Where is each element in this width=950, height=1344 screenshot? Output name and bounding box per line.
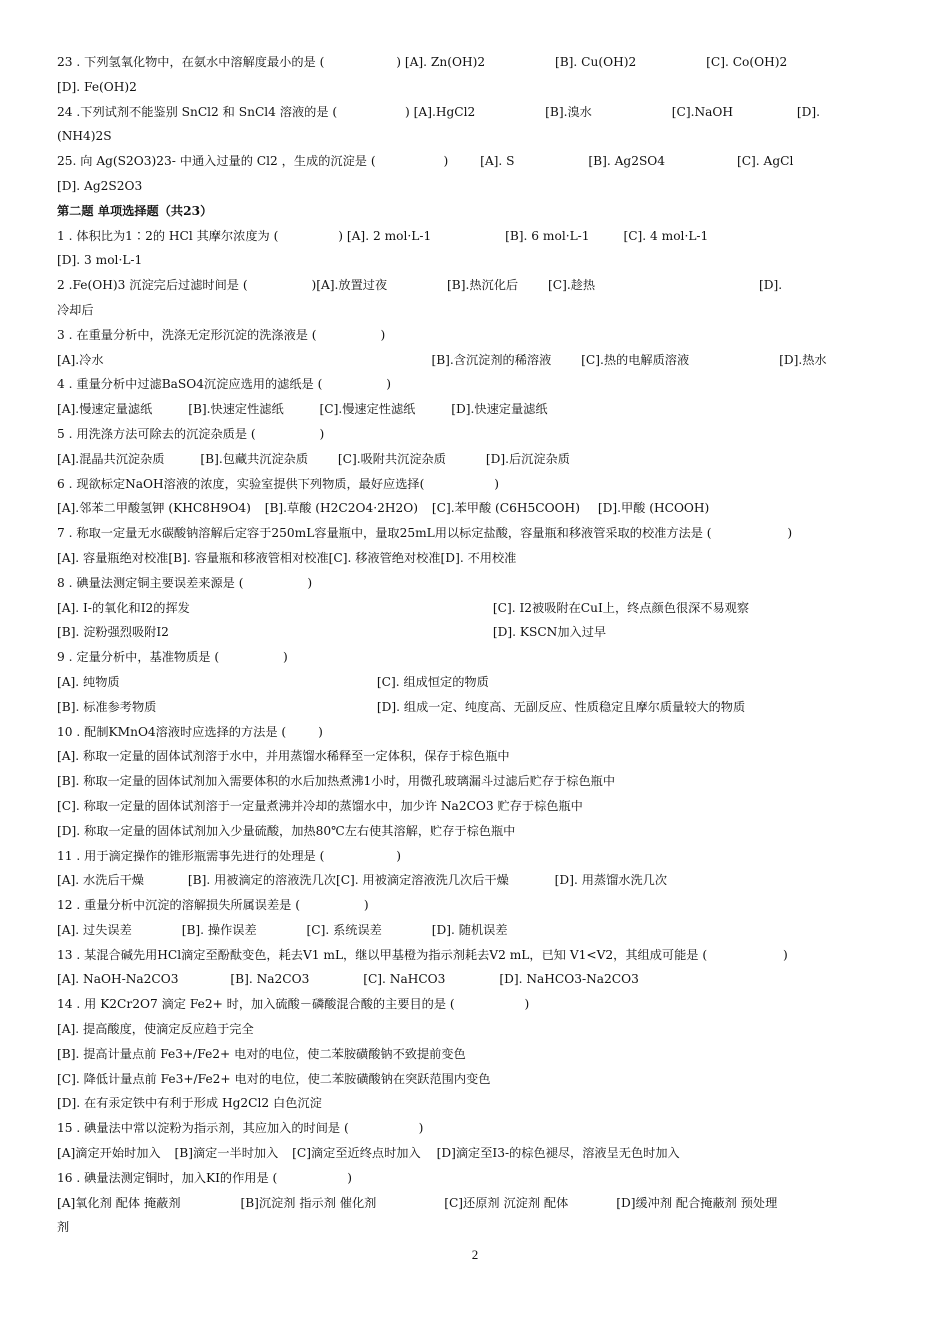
q10-option-b: [B]. 称取一定量的固体试剂加入需要体积的水后加热煮沸1小时，用微孔玻璃漏斗过滤后贮存于棕色瓶中 [57,774,616,789]
q15-options: [A]滴定开始时加入 [B]滴定一半时加入 [C]滴定至近终点时加入 [D]滴定至I3-的棕色褪尽，溶液呈无色时加入 [57,1146,680,1161]
q1-line: 1 . 体积比为1∶2的 HCl 其摩尔浓度为 ( ) [A]. 2 mol·L-1 [B]. 6 mol·L-1 [C]. 4 mol·L-1 [57,228,709,243]
q8-line: 8 . 碘量法测定铜主要误差来源是 ( ) [57,575,313,590]
q3-line: 3 . 在重量分析中，洗涤无定形沉淀的洗涤液是 ( ) [57,327,386,342]
q25-line-d: [D]. Ag2S2O3 [57,178,143,193]
q10-option-c: [C]. 称取一定量的固体试剂溶于一定量煮沸并冷却的蒸馏水中，加少许 Na2CO3 贮存于棕色瓶中 [57,798,583,813]
q16-line: 16 . 碘量法测定铜时，加入KI的作用是 ( ) [57,1170,352,1185]
q7-line: 7 . 称取一定量无水碳酸钠溶解后定容于250mL容量瓶中，量取25mL用以标定盐酸，容量瓶和移液管采取的校准方法是 ( ) [57,526,793,541]
q4-options: [A].慢速定量滤纸 [B].快速定性滤纸 [C].慢速定性滤纸 [D].快速定量滤纸 [57,402,548,417]
q2-line: 2 .Fe(OH)3 沉淀完后过滤时间是 ( )[A].放置过夜 [B].热沉化后 [C].趁热 [D]. [57,278,783,293]
q13-line: 13 . 某混合碱先用HCl滴定至酚酞变色，耗去V1 mL，继以甲基橙为指示剂耗去V2 mL，已知 V1<V2，其组成可能是 ( ) [57,947,788,962]
q14-option-c: [C]. 降低计量点前 Fe3+/Fe2+ 电对的电位，使二苯胺磺酸钠在突跃范围内变色 [57,1071,491,1086]
document-page [57,50,893,1240]
q1-line-d: [D]. 3 mol·L-1 [57,253,143,268]
q14-option-d: [D]. 在有汞定铁中有利于形成 Hg2Cl2 白色沉淀 [57,1096,322,1111]
q9-options-bd: [B]. 标准参考物质 [D]. 组成一定、纯度高、无副反应、性质稳定且摩尔质量较大的物质 [57,699,746,714]
q4-line: 4 . 重量分析中过滤BaSO4沉淀应选用的滤纸是 ( ) [57,377,391,392]
page-number: 2 [471,1247,479,1262]
q10-line: 10 . 配制KMnO4溶液时应选择的方法是 ( ) [57,724,323,739]
q12-line: 12 . 重量分析中沉淀的溶解损失所属误差是 ( ) [57,898,369,913]
q10-option-a: [A]. 称取一定量的固体试剂溶于水中，并用蒸馏水稀释至一定体积，保存于棕色瓶中 [57,749,510,764]
q8-options-bd: [B]. 淀粉强烈吸附I2 [D]. KSCN加入过早 [57,625,607,640]
q11-line: 11 . 用于滴定操作的锥形瓶需事先进行的处理是 ( ) [57,848,401,863]
q11-options: [A]. 水洗后干燥 [B]. 用被滴定的溶液洗几次[C]. 用被滴定溶液洗几次后干燥 [D]. 用蒸馏水洗几次 [57,873,668,888]
q15-line: 15 . 碘量法中常以淀粉为指示剂，其应加入的时间是 ( ) [57,1121,424,1136]
q23-line: 23 . 下列氢氧化物中，在氨水中溶解度最小的是 ( ) [A]. Zn(OH)2 [B]. Cu(OH)2 [C]. Co(OH)2 [57,55,788,69]
q16-options-cont: 剂 [57,1220,70,1235]
q10-option-d: [D]. 称取一定量的固体试剂加入少量硫酸，加热80℃左右使其溶解，贮存于棕色瓶中 [57,823,516,838]
q16-options: [A]氧化剂 配体 掩蔽剂 [B]沉淀剂 指示剂 催化剂 [C]还原剂 沉淀剂 配体 [D]缓冲剂 配合掩蔽剂 预处理 [57,1195,778,1210]
q14-option-a: [A]. 提高酸度，使滴定反应趋于完全 [57,1022,254,1037]
q14-line: 14 . 用 K2Cr2O7 滴定 Fe2+ 时，加入硫酸－磷酸混合酸的主要目的是 ( ) [57,997,530,1012]
q13-options: [A]. NaOH-Na2CO3 [B]. Na2CO3 [C]. NaHCO3 [D]. NaHCO3-Na2CO3 [57,972,639,987]
q23-line-d: [D]. Fe(OH)2 [57,79,137,94]
q2-line-d: 冷却后 [57,302,94,317]
q7-options: [A]. 容量瓶绝对校准[B]. 容量瓶和移液管相对校准[C]. 移液管绝对校准[D]. 不用校准 [57,550,517,565]
q5-line: 5 . 用洗涤方法可除去的沉淀杂质是 ( ) [57,426,325,441]
q25-line: 25. 向 Ag(S2O3)23- 中通入过量的 Cl2 ，生成的沉淀是 ( ) [A]. S [B]. Ag2SO4 [C]. AgCl [57,154,794,169]
q6-line: 6 . 现欲标定NaOH溶液的浓度，实验室提供下列物质，最好应选择( ) [57,476,500,491]
q8-options-ac: [A]. I-的氧化和I2的挥发 [C]. I2被吸附在CuI上，终点颜色很深不易观察 [57,600,750,615]
q24-line-d: (NH4)2S [57,129,112,144]
q6-options: [A].邻苯二甲酸氢钾 (KHC8H9O4) [B].草酸 (H2C2O4·2H2O) [C].苯甲酸 (C6H5COOH) [D].甲酸 (HCOOH) [57,501,710,516]
q24-line: 24 .下列试剂不能鉴别 SnCl2 和 SnCl4 溶液的是 ( ) [A].HgCl2 [B].溴水 [C].NaOH [D]. [57,104,821,119]
q14-option-b: [B]. 提高计量点前 Fe3+/Fe2+ 电对的电位，使二苯胺磺酸钠不致提前变色 [57,1046,466,1061]
q9-options-ac: [A]. 纯物质 [C]. 组成恒定的物质 [57,674,489,689]
q5-options: [A].混晶共沉淀杂质 [B].包藏共沉淀杂质 [C].吸附共沉淀杂质 [D].后沉淀杂质 [57,451,570,466]
q12-options: [A]. 过失误差 [B]. 操作误差 [C]. 系统误差 [D]. 随机误差 [57,922,508,937]
q3-options: [A].冷水 [B].含沉淀剂的稀溶液 [C].热的电解质溶液 [D].热水 [57,352,827,367]
q9-line: 9 . 定量分析中，基准物质是 ( ) [57,650,288,665]
section-heading: 第二题 单项选择题（共23） [57,203,213,218]
